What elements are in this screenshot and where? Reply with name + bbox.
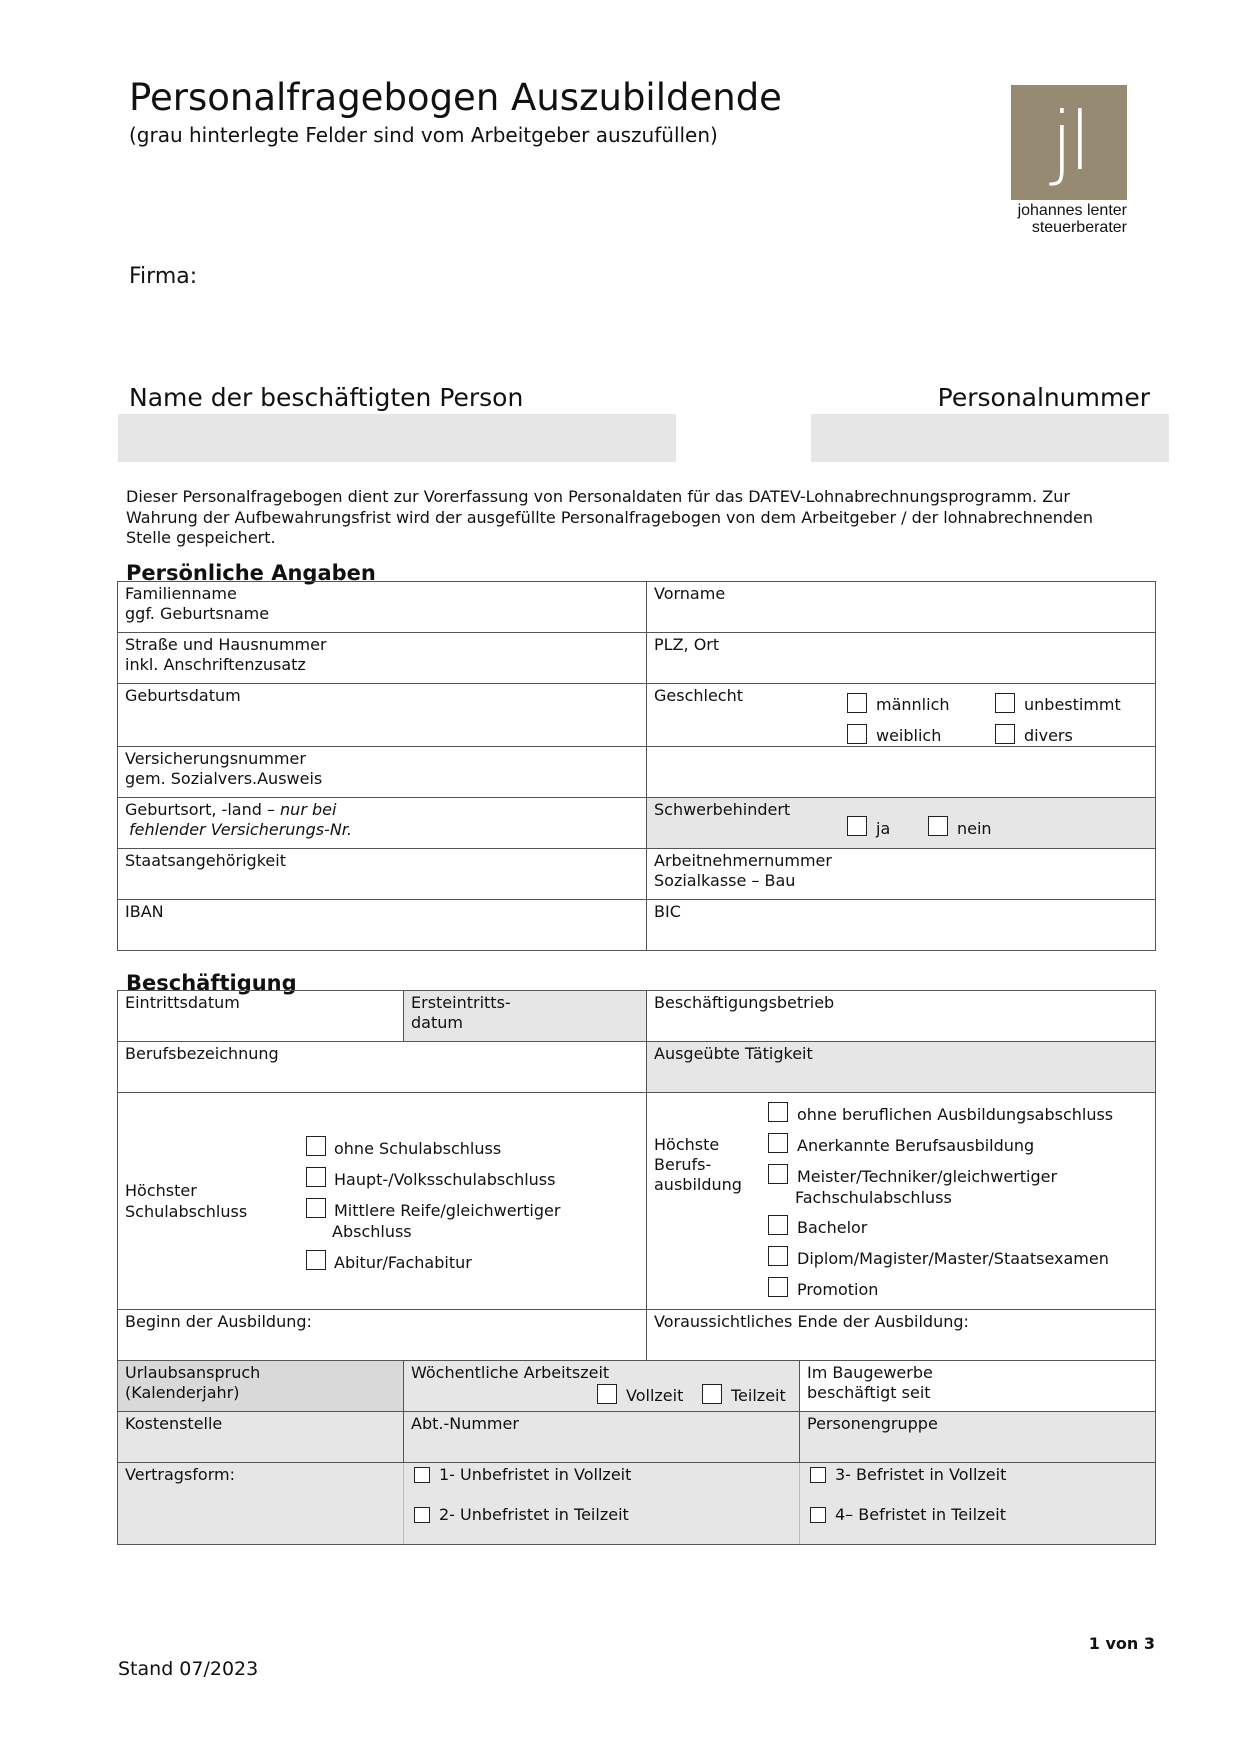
bic-field[interactable]: BIC: [646, 899, 1156, 951]
company-logo: [1011, 85, 1127, 237]
school-opt-4-checkbox[interactable]: [306, 1250, 326, 1270]
berufsbezeichnung-field[interactable]: Berufsbezeichnung: [117, 1041, 647, 1093]
ende-ausbildung-field[interactable]: Voraussichtliches Ende der Ausbildung:: [646, 1309, 1156, 1361]
vertragsform-1-checkbox[interactable]: [414, 1467, 430, 1483]
geburtsdatum-field[interactable]: Geburtsdatum: [117, 683, 647, 747]
vertragsform-3-checkbox[interactable]: [810, 1467, 826, 1483]
unbestimmt-checkbox[interactable]: [995, 693, 1015, 713]
maennlich-checkbox[interactable]: [847, 693, 867, 713]
versicherungsnummer-value-field[interactable]: [646, 746, 1156, 798]
schwerbehindert-ja-checkbox[interactable]: [847, 816, 867, 836]
prof-opt-3-checkbox[interactable]: [768, 1164, 788, 1184]
ersteintrittsdatum-field[interactable]: Ersteintritts- datum: [403, 990, 647, 1042]
page-subtitle: (grau hinterlegte Felder sind vom Arbeitgeber auszufüllen): [129, 123, 718, 147]
logo-line-2: steuerberater: [1031, 219, 1127, 236]
vollzeit-checkbox[interactable]: [597, 1384, 617, 1404]
vertragsform-4-checkbox[interactable]: [810, 1507, 826, 1523]
arbeitszeit-field: Wöchentliche Arbeitszeit Vollzeit Teilzeit: [403, 1360, 800, 1412]
geschlecht-field: Geschlecht männlich unbestimmt weiblich divers: [646, 683, 1156, 747]
name-field[interactable]: [118, 414, 676, 462]
prof-opt-5-checkbox[interactable]: [768, 1246, 788, 1266]
versicherungsnummer-field[interactable]: Versicherungsnummer gem. Sozialvers.Ausweis: [117, 746, 647, 798]
staatsangehoerigkeit-field[interactable]: Staatsangehörigkeit: [117, 848, 647, 900]
stand-date: Stand 07/2023: [118, 1658, 259, 1680]
baugewerbe-field[interactable]: Im Baugewerbe beschäftigt seit: [799, 1360, 1156, 1412]
prof-opt-4-checkbox[interactable]: [768, 1215, 788, 1235]
logo-box: [1011, 85, 1127, 200]
logo-line-1: johannes lenter: [1017, 202, 1127, 219]
iban-field[interactable]: IBAN: [117, 899, 647, 951]
school-opt-3-checkbox[interactable]: [306, 1198, 326, 1218]
section-title-beschaeftigung: Beschäftigung: [126, 971, 297, 995]
name-label: Name der beschäftigten Person: [129, 383, 524, 412]
personalnummer-label: Personalnummer: [937, 383, 1150, 412]
berufsausbildung-field: Höchste Berufs- ausbildung ohne beruflichen Ausbildungsabschluss Anerkannte Berufsausbildung Meister/Techniker/gleichwertiger Fachschulabschluss Bachelor Diplom/Magister/Master/Staatsexamen Promotion: [646, 1092, 1156, 1310]
schulabschluss-field: Höchster Schulabschluss ohne Schulabschluss Haupt-/Volksschulabschluss Mittlere Reife/gleichwertiger Abschluss Abitur/Fachabitur: [117, 1092, 647, 1310]
arbeitnehmernummer-field[interactable]: Arbeitnehmernummer Sozialkasse – Bau: [646, 848, 1156, 900]
section-title-persoenliche-angaben: Persönliche Angaben: [126, 561, 376, 585]
familienname-field[interactable]: Familienname ggf. Geburtsname: [117, 581, 647, 633]
firma-label: Firma:: [129, 264, 198, 289]
eintrittsdatum-field[interactable]: Eintrittsdatum: [117, 990, 404, 1042]
urlaubsanspruch-field[interactable]: Urlaubsanspruch (Kalenderjahr): [117, 1360, 404, 1412]
strasse-field[interactable]: Straße und Hausnummer inkl. Anschriftenzusatz: [117, 632, 647, 684]
prof-opt-1-checkbox[interactable]: [768, 1102, 788, 1122]
intro-text: Dieser Personalfragebogen dient zur Vorerfassung von Personaldaten für das DATEV-Lohnabrechnungsprogramm. Zur Wahrung der Aufbewahrungsfrist wird der ausgefüllte Personalfragebogen von dem Arbeitgeber / der lohnabrechnenden Stelle gespeichert.: [126, 487, 1093, 547]
vorname-field[interactable]: Vorname: [646, 581, 1156, 633]
divers-checkbox[interactable]: [995, 724, 1015, 744]
abt-nummer-field[interactable]: Abt.-Nummer: [403, 1411, 800, 1463]
personengruppe-field[interactable]: Personengruppe: [799, 1411, 1156, 1463]
prof-opt-2-checkbox[interactable]: [768, 1133, 788, 1153]
beginn-ausbildung-field[interactable]: Beginn der Ausbildung:: [117, 1309, 647, 1361]
beschaeftigungsbetrieb-field[interactable]: Beschäftigungsbetrieb: [646, 990, 1156, 1042]
page-number: 1 von 3: [1088, 1634, 1155, 1653]
prof-opt-6-checkbox[interactable]: [768, 1277, 788, 1297]
vertragsform-divider-1: [403, 1463, 404, 1544]
schwerbehindert-field: Schwerbehindert ja nein: [646, 797, 1156, 849]
school-opt-2-checkbox[interactable]: [306, 1167, 326, 1187]
vertragsform-2-checkbox[interactable]: [414, 1507, 430, 1523]
schwerbehindert-nein-checkbox[interactable]: [928, 816, 948, 836]
weiblich-checkbox[interactable]: [847, 724, 867, 744]
ausgeuebte-taetigkeit-field[interactable]: Ausgeübte Tätigkeit: [646, 1041, 1156, 1093]
school-opt-1-checkbox[interactable]: [306, 1136, 326, 1156]
vertragsform-field: Vertragsform: 1- Unbefristet in Vollzeit 2- Unbefristet in Teilzeit 3- Befristet in Vollzeit 4– Befristet in Teilzeit: [117, 1462, 1156, 1545]
plz-ort-field[interactable]: PLZ, Ort: [646, 632, 1156, 684]
personalnummer-field[interactable]: [811, 414, 1169, 462]
logo-monogram: jl: [1050, 95, 1088, 188]
kostenstelle-field[interactable]: Kostenstelle: [117, 1411, 404, 1463]
teilzeit-checkbox[interactable]: [702, 1384, 722, 1404]
geburtsort-field[interactable]: Geburtsort, -land – nur bei fehlender Versicherungs-Nr.: [117, 797, 647, 849]
page-title: Personalfragebogen Auszubildende: [129, 76, 782, 119]
vertragsform-divider-2: [799, 1463, 800, 1544]
